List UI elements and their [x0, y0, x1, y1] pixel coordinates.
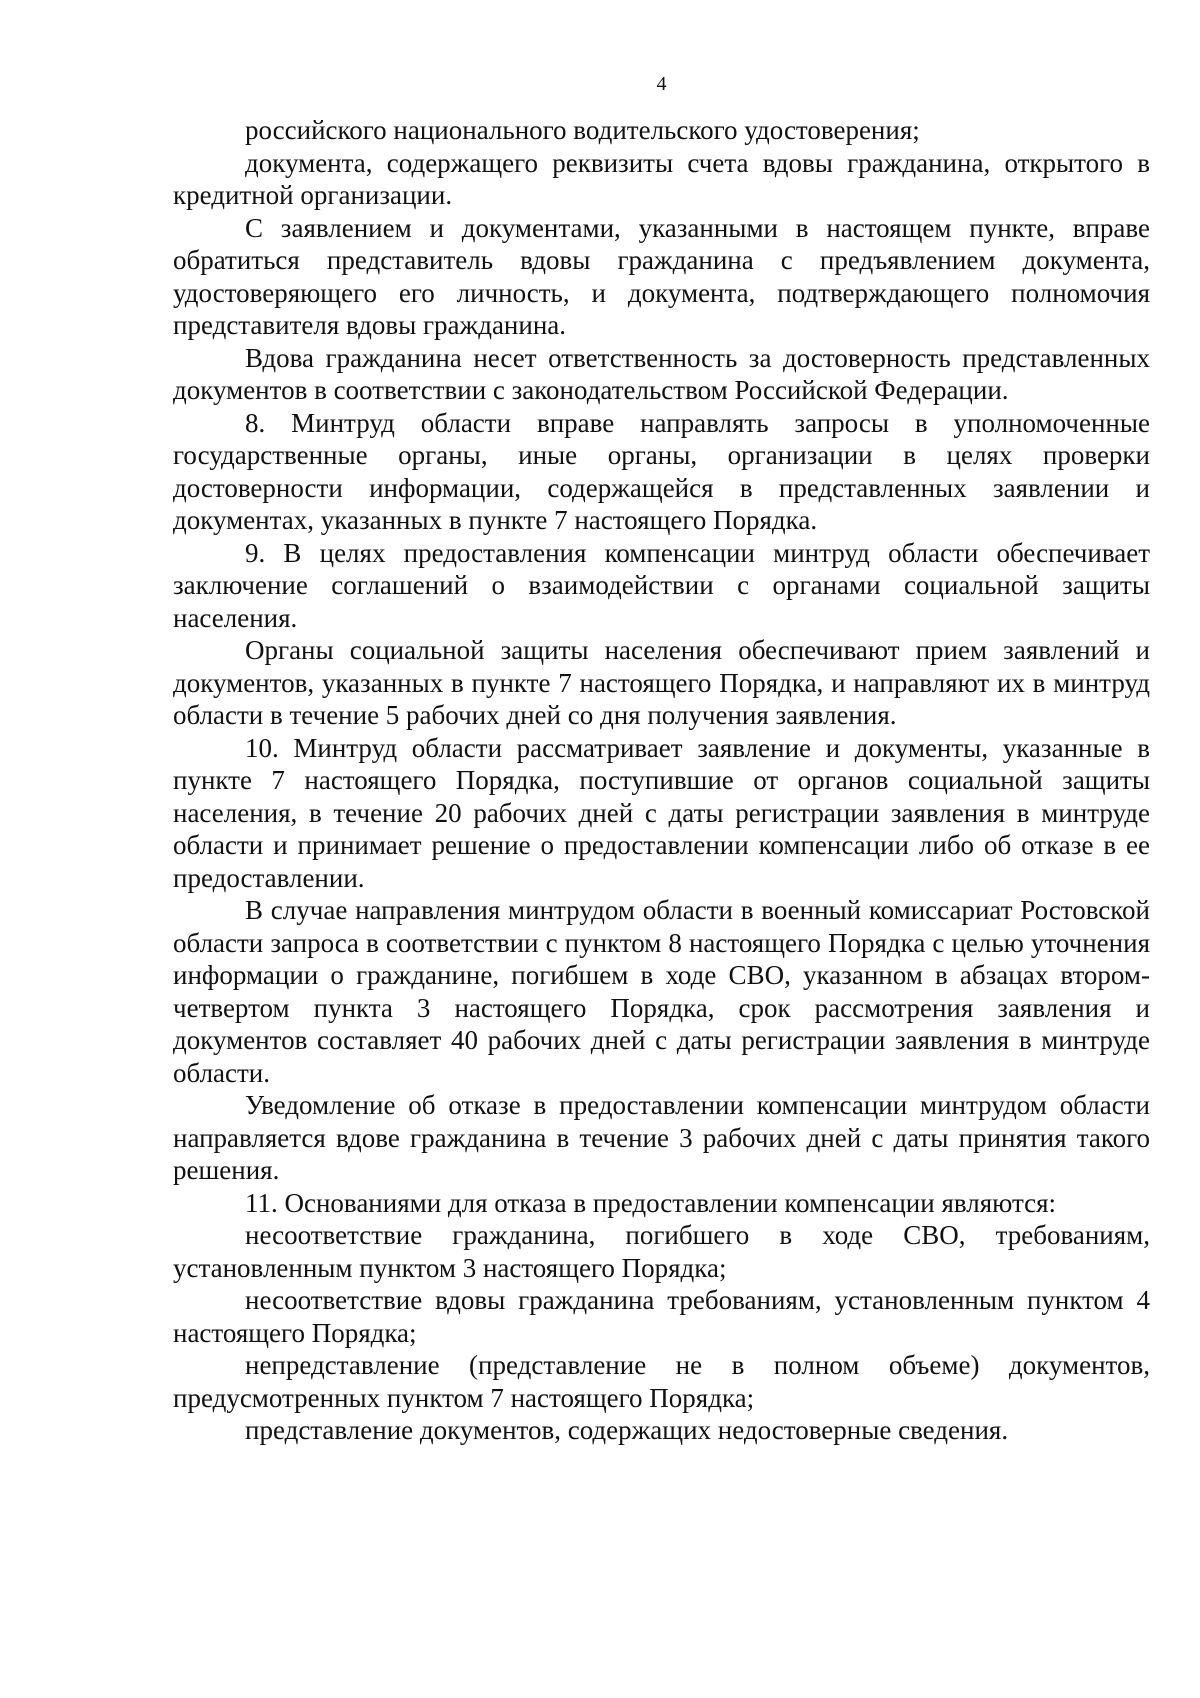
paragraph-3: С заявлением и документами, указанными в настоящем пункте, вправе обратиться представитель вдовы гражданина с предъявлением документа, удостоверяющего его личность, и документа, подтверждающего полномочия представителя вдовы гражданина.	[173, 212, 1150, 340]
paragraph-4: Вдова гражданина несет ответственность за достоверность представленных документов в соответствии с законодательством Российской Федерации.	[173, 342, 1150, 405]
paragraph-5: 8. Минтруд области вправе направлять запросы в уполномоченные государственные органы, иные органы, организации в целях проверки достоверности информации, содержащейся в представленных заявлении и документах, указанных в пункте 7 настоящего Порядка.	[173, 407, 1150, 535]
paragraph-13: несоответствие вдовы гражданина требованиям, установленным пунктом 4 настоящего Порядка;	[173, 1285, 1150, 1348]
paragraph-9: В случае направления минтрудом области в военный комиссариат Ростовской области запроса в соответствии с пунктом 8 настоящего Порядка с целью уточнения информации о гражданине, погибшем в ходе СВО, указанном в абзацах втором-четвертом пункта 3 настоящего Порядка, срок рассмотрения заявления и документов составляет 40 рабочих дней с даты регистрации заявления в минтруде области.	[173, 895, 1150, 1088]
paragraph-7: Органы социальной защиты населения обеспечивают прием заявлений и документов, указанных в пункте 7 настоящего Порядка, и направляют их в минтруд области в течение 5 рабочих дней со дня получения заявления.	[173, 635, 1150, 730]
paragraph-6: 9. В целях предоставления компенсации минтруд области обеспечивает заключение соглашений о взаимодействии с органами социальной защиты населения.	[173, 537, 1150, 633]
paragraph-1: российского национального водительского удостоверения;	[245, 115, 920, 145]
paragraph-14: непредставление (представление не в полном объеме) документов, предусмотренных пунктом 7 настоящего Порядка;	[173, 1350, 1150, 1413]
document-page	[173, 70, 1150, 1447]
paragraph-11: 11. Основаниями для отказа в предоставлении компенсации являются:	[245, 1187, 1057, 1218]
page-number: 4	[656, 73, 667, 95]
paragraph-2: документа, содержащего реквизиты счета вдовы гражданина, открытого в кредитной организации.	[173, 147, 1150, 210]
paragraph-15: представление документов, содержащих недостоверные сведения.	[245, 1415, 1009, 1445]
paragraph-10: Уведомление об отказе в предоставлении компенсации минтрудом области направляется вдове гражданина в течение 3 рабочих дней с даты принятия такого решения.	[173, 1090, 1150, 1185]
paragraph-8: 10. Минтруд области рассматривает заявление и документы, указанные в пункте 7 настоящего Порядка, поступившие от органов социальной защиты населения, в течение 20 рабочих дней с даты регистрации заявления в минтруде области и принимает решение о предоставлении компенсации либо об отказе в ее предоставлении.	[173, 732, 1150, 893]
paragraph-12: несоответствие гражданина, погибшего в ходе СВО, требованиям, установленным пунктом 3 настоящего Порядка;	[173, 1220, 1150, 1283]
